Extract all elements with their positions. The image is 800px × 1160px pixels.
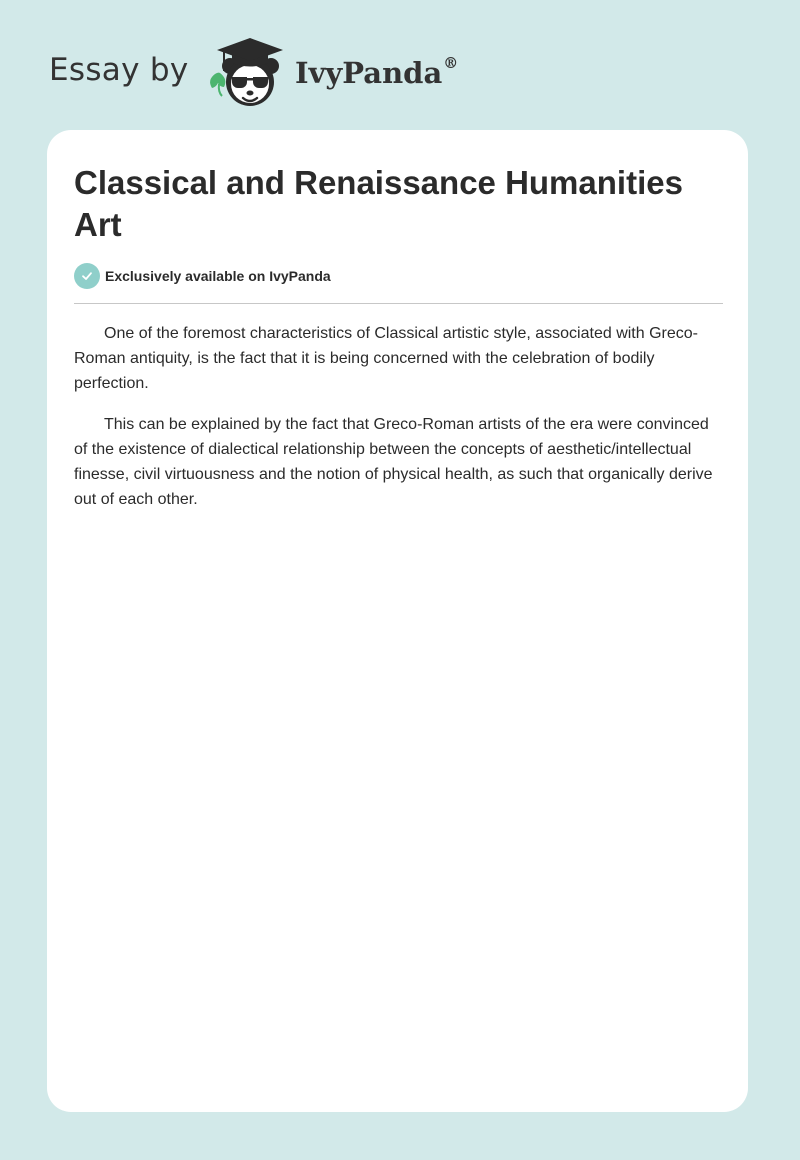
site-header [49,36,469,110]
panda-graduate-icon [203,36,295,110]
exclusive-badge [74,263,331,289]
brand-name[interactable]: IvyPanda® [295,54,459,90]
paragraph: This can be explained by the fact that Greco-Roman artists of the era were convinced of the existence of dialectical relationship between the concepts of aesthetic/intellectual finesse, civil virtuousness and the notion of physical health, as such that organically derive out of each other. [74,416,713,508]
check-icon [74,263,100,289]
exclusive-badge-label: Exclusively available on IvyPanda [105,268,331,284]
essay-body [74,321,723,528]
essay-by-label: Essay by [49,52,189,88]
essay-title: Classical and Renaissance Humanities Art [74,164,683,243]
paragraph: One of the foremost characteristics of Classical artistic style, associated with Greco-Roman antiquity, is the fact that it is being concerned with the celebration of bodily perfection. [74,325,698,392]
essay-card [47,130,748,1112]
title-divider [74,303,723,304]
